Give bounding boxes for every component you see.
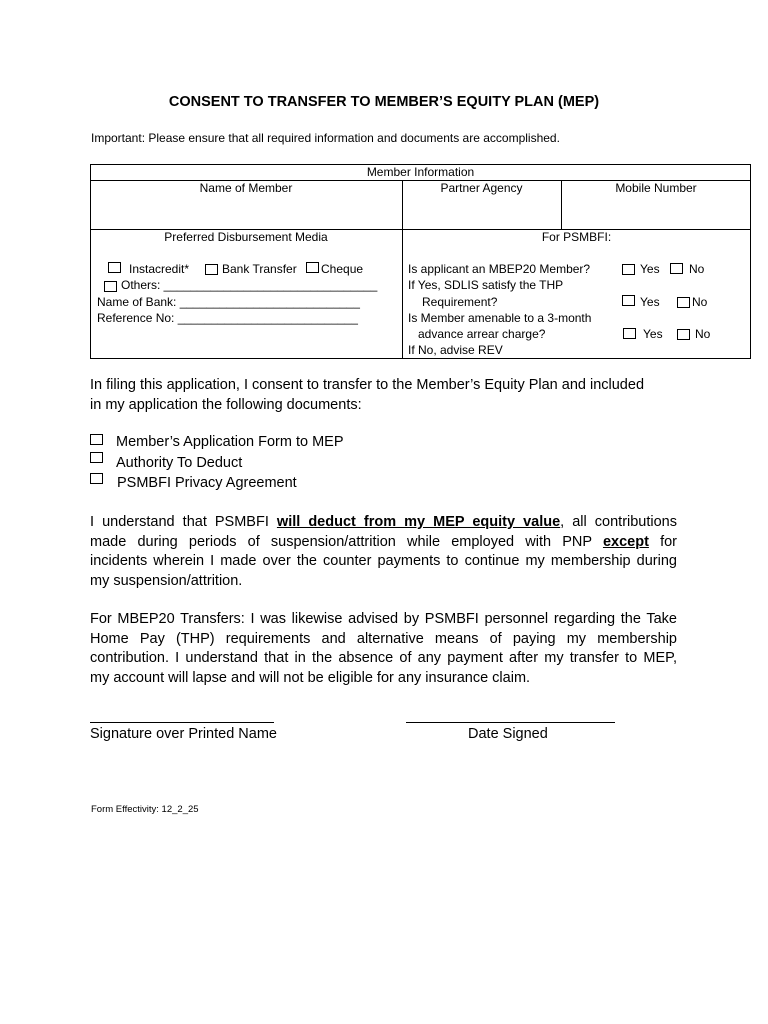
document-item: Member’s Application Form to MEP	[116, 434, 344, 450]
disbursement-heading: Preferred Disbursement Media	[164, 230, 328, 244]
name-of-member-field[interactable]	[92, 197, 400, 227]
sdlis-question: If Yes, SDLIS satisfy the THP	[408, 278, 564, 292]
bank-transfer-checkbox[interactable]	[205, 264, 218, 275]
paragraph-line: I understand that PSMBFI will deduct from my MEP equity value, all contributions	[90, 514, 677, 530]
partner-agency-field[interactable]	[404, 197, 559, 227]
mbep20-paragraph	[90, 610, 677, 688]
no-label: No	[689, 262, 705, 276]
consent-intro	[90, 376, 644, 415]
name-of-member-label: Name of Member	[199, 181, 293, 195]
mbep20-yes-checkbox[interactable]	[622, 264, 635, 275]
document-item: PSMBFI Privacy Agreement	[117, 475, 297, 491]
instacredit-label: Instacredit*	[129, 262, 190, 276]
sdlis-no-checkbox[interactable]	[677, 297, 690, 308]
paragraph-line: Home Pay (THP) requirements and alternative means of paying my membership	[90, 630, 677, 647]
mbep20-question: Is applicant an MBEP20 Member?	[408, 262, 591, 276]
form-effectivity: Form Effectivity: 12_2_25	[91, 804, 199, 815]
sdlis-question-cont: Requirement?	[422, 295, 498, 309]
reference-no-field[interactable]: Reference No: ___________________________	[97, 311, 358, 325]
table-divider	[402, 180, 403, 359]
mobile-number-label: Mobile Number	[615, 181, 697, 195]
no-label: No	[692, 295, 708, 309]
yes-label: Yes	[643, 327, 663, 341]
deduction-emphasis: will deduct from my MEP equity value	[276, 514, 561, 530]
others-field[interactable]: Others: ________________________________	[121, 278, 378, 292]
cheque-label: Cheque	[321, 262, 364, 276]
signature-label: Signature over Printed Name	[90, 726, 277, 742]
except-emphasis: except	[602, 533, 649, 550]
bank-transfer-label: Bank Transfer	[222, 262, 297, 276]
signature-line[interactable]	[90, 722, 274, 723]
form-title: CONSENT TO TRANSFER TO MEMBER’S EQUITY PLAN (MEP)	[168, 94, 600, 110]
date-line[interactable]	[406, 722, 615, 723]
consent-intro-line: in my application the following documents:	[90, 396, 362, 413]
mbep20-no-checkbox[interactable]	[670, 263, 683, 274]
consent-intro-line: In filing this application, I consent to transfer to the Member’s Equity Plan and included	[90, 377, 645, 393]
arrear-question: Is Member amenable to a 3-month	[408, 311, 592, 325]
member-information-header: Member Information	[366, 165, 475, 179]
understanding-paragraph	[90, 513, 677, 591]
partner-agency-label: Partner Agency	[440, 181, 523, 195]
others-checkbox[interactable]	[104, 281, 117, 292]
document-item: Authority To Deduct	[116, 455, 243, 471]
arrear-no-checkbox[interactable]	[677, 329, 690, 340]
advise-rev-note: If No, advise REV	[408, 343, 503, 357]
paragraph-line: my suspension/attrition.	[90, 572, 243, 589]
sdlis-yes-checkbox[interactable]	[622, 295, 635, 306]
date-signed-label: Date Signed	[468, 726, 548, 742]
arrear-yes-checkbox[interactable]	[623, 328, 636, 339]
mobile-number-field[interactable]	[563, 197, 749, 227]
application-form-checkbox[interactable]	[90, 434, 103, 445]
arrear-question-cont: advance arrear charge?	[418, 327, 546, 341]
instacredit-checkbox[interactable]	[108, 262, 121, 273]
name-of-bank-field[interactable]: Name of Bank: ___________________________	[97, 295, 360, 309]
paragraph-line: made during periods of suspension/attrition while employed with PNP except for	[90, 533, 677, 550]
no-label: No	[695, 327, 711, 341]
yes-label: Yes	[640, 262, 660, 276]
cheque-checkbox[interactable]	[306, 262, 319, 273]
paragraph-line: For MBEP20 Transfers: I was likewise advised by PSMBFI personnel regarding the Take	[90, 611, 677, 627]
yes-label: Yes	[640, 295, 660, 309]
important-note: Important: Please ensure that all required information and documents are accomplished.	[91, 131, 560, 145]
paragraph-line: my account will lapse and will not be eligible for any insurance claim.	[90, 669, 531, 686]
psmbfi-heading: For PSMBFI:	[541, 230, 612, 244]
privacy-agreement-checkbox[interactable]	[90, 473, 103, 484]
authority-to-deduct-checkbox[interactable]	[90, 452, 103, 463]
paragraph-line: incidents wherein I made over the counter payments to continue my membership during	[90, 553, 677, 569]
paragraph-line: contribution. I understand that in the absence of any payment after my transfer to MEP,	[90, 650, 677, 666]
